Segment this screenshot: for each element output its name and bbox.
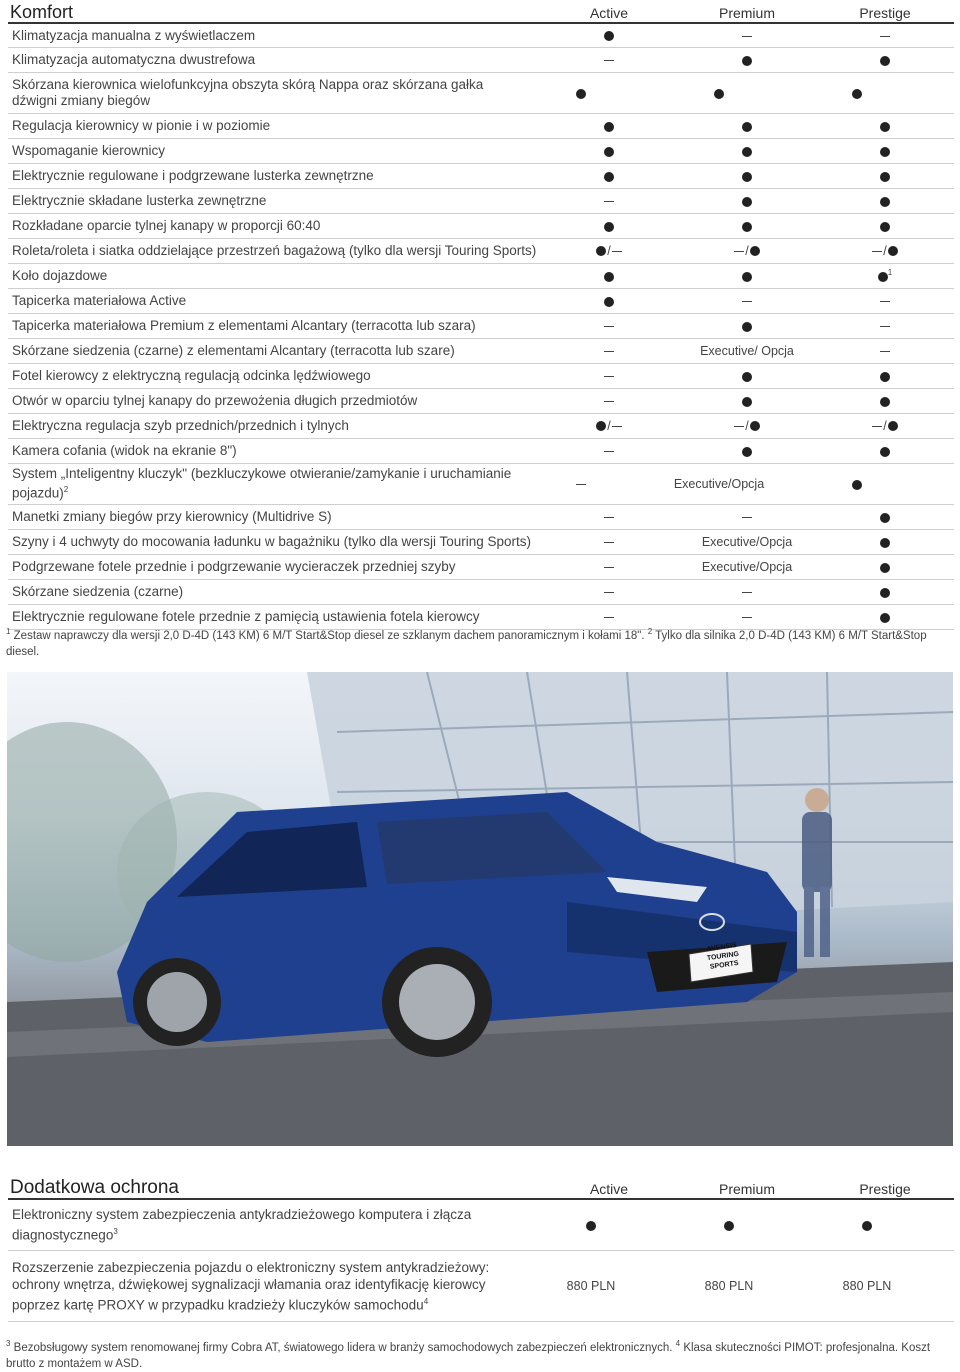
standard-dot-icon (878, 272, 888, 282)
footnote-1: Zestaw naprawczy dla wersji 2,0 D-4D (143 KM) 6 M/T Start&Stop diesel ze szklanym dachem panoramicznym i kołami 18". (13, 629, 645, 642)
footnote-marker: 4 (423, 1296, 429, 1306)
standard-dot-icon (742, 56, 752, 66)
table-row (8, 289, 954, 314)
table-row (8, 339, 954, 364)
footnote-2: Tylko dla silnika 2,0 D-4D (143 KM) 6 M/T Start&Stop diesel. (6, 629, 927, 658)
standard-dot-icon (604, 172, 614, 182)
cell-prestige (816, 119, 954, 133)
cell-prestige (816, 53, 954, 67)
table-row (8, 1251, 954, 1322)
standard-dot-icon (888, 246, 898, 256)
cell-prestige (816, 319, 954, 333)
cell-premium: Executive/Opcja (673, 477, 765, 491)
row-label-text: Tapicerka materiałowa Premium z elementami Alcantary (terracotta lub szara) (12, 318, 476, 333)
cell-premium (678, 444, 816, 458)
row-label (8, 534, 540, 550)
ochrona-rows (8, 1200, 954, 1322)
standard-dot-icon (742, 197, 752, 207)
cell-active (540, 53, 678, 67)
row-label (8, 218, 540, 234)
row-label-text: Skórzane siedzenia (czarne) z elementami Alcantary (terracotta lub szare) (12, 343, 455, 358)
row-label (8, 418, 540, 434)
row-label-text: Roleta/roleta i siatka oddzielające przestrzeń bagażową (tylko dla wersji Touring Sports) (12, 243, 537, 258)
komfort-footnotes (6, 624, 952, 660)
not-available-dash-icon (576, 484, 586, 485)
not-available-dash-icon (604, 517, 614, 518)
footnote-marker: 2 (63, 485, 69, 495)
column-active: Active (589, 1181, 629, 1197)
komfort-table (8, 0, 954, 630)
cell-prestige: 880 PLN (842, 1279, 892, 1293)
standard-dot-icon (586, 1221, 596, 1231)
cell-premium (678, 144, 816, 158)
cell-active (540, 535, 678, 549)
row-label-text: Elektryczna regulacja szyb przednich/przednich i tylnych (12, 418, 349, 433)
car-photo (7, 672, 953, 1146)
table-row (8, 24, 954, 48)
table-row (8, 364, 954, 389)
standard-dot-icon (880, 613, 890, 623)
table-row (8, 114, 954, 139)
cell-active (522, 1218, 660, 1232)
standard-dot-icon (880, 447, 890, 457)
not-available-dash-icon (880, 326, 890, 327)
standard-dot-icon (742, 147, 752, 157)
row-label-text: System „Inteligentny kluczyk" (bezkluczykowe otwieranie/zamykanie i uruchamianie pojazdu) (12, 466, 512, 501)
standard-dot-icon (750, 246, 760, 256)
cell-premium (678, 394, 816, 408)
row-label-text: Tapicerka materiałowa Active (12, 293, 187, 308)
cell-prestige (816, 444, 954, 458)
not-available-dash-icon (612, 426, 622, 427)
standard-dot-icon (852, 89, 862, 99)
cell-active (540, 144, 678, 158)
footnote-4: Klasa skuteczności PIMOT: profesjonalna. Koszt brutto z montażem w ASD. (6, 1341, 931, 1370)
table-row (8, 239, 954, 264)
row-label (8, 466, 512, 502)
standard-dot-icon (880, 197, 890, 207)
table-row (8, 314, 954, 339)
standard-dot-icon (880, 538, 890, 548)
standard-dot-icon (604, 297, 614, 307)
standard-dot-icon (714, 89, 724, 99)
cell-active (540, 169, 678, 183)
standard-dot-icon (604, 222, 614, 232)
komfort-rows (8, 24, 954, 630)
row-label-text: Rozkładane oparcie tylnej kanapy w proporcji 60:40 (12, 218, 321, 233)
footnote-4-marker: 4 (675, 1339, 681, 1348)
ochrona-footnotes (6, 1336, 952, 1372)
column-premium: Premium (718, 1181, 775, 1197)
cell-prestige (798, 1218, 936, 1232)
table-row (8, 164, 954, 189)
cell-premium (678, 369, 816, 383)
row-label-text: Fotel kierowcy z elektryczną regulacją odcinka lędźwiowego (12, 368, 371, 383)
row-label (8, 243, 540, 259)
row-label (8, 443, 540, 459)
row-label-text: Wspomaganie kierownicy (12, 143, 166, 158)
footnote-2-marker: 2 (647, 627, 653, 636)
cell-premium: Executive/Opcja (701, 535, 793, 549)
row-label (8, 318, 540, 334)
cell-active (540, 344, 678, 358)
column-active: Active (589, 5, 629, 21)
not-available-dash-icon (734, 251, 744, 252)
pedestrian (802, 788, 832, 957)
row-label (8, 52, 540, 68)
cell-prestige (816, 294, 954, 308)
cell-active (540, 219, 678, 233)
cell-premium (678, 119, 816, 133)
ochrona-title: Dodatkowa ochrona (10, 1177, 179, 1198)
column-prestige: Prestige (859, 5, 911, 21)
standard-dot-icon (880, 147, 890, 157)
table-row (8, 214, 954, 239)
not-available-dash-icon (604, 592, 614, 593)
column-premium: Premium (718, 5, 775, 21)
row-label (8, 143, 540, 159)
standard-dot-icon (862, 1221, 872, 1231)
cell-premium: 880 PLN (704, 1279, 754, 1293)
standard-dot-icon (742, 397, 752, 407)
not-available-dash-icon (612, 251, 622, 252)
slash-separator: / (745, 244, 749, 259)
not-available-dash-icon (604, 376, 614, 377)
slash-separator: / (745, 419, 749, 434)
cell-active (540, 444, 678, 458)
row-label (8, 368, 540, 384)
row-label (8, 28, 540, 44)
standard-dot-icon (604, 122, 614, 132)
cell-premium (678, 294, 816, 308)
cell-active (540, 244, 678, 259)
row-label (8, 77, 512, 109)
row-label-text: Koło dojazdowe (12, 268, 108, 283)
cell-active (540, 194, 678, 208)
row-label (8, 584, 540, 600)
cell-prestige (816, 29, 954, 43)
not-available-dash-icon (880, 351, 890, 352)
footnote-3: Bezobsługowy system renomowanej firmy Cobra AT, światowego lidera w branży samochodowych zabezpieczeń elektronicznych. (13, 1341, 673, 1354)
cell-active (540, 419, 678, 434)
not-available-dash-icon (734, 426, 744, 427)
not-available-dash-icon (604, 60, 614, 61)
standard-dot-icon (742, 122, 752, 132)
cell-prestige (816, 219, 954, 233)
standard-dot-icon (604, 272, 614, 282)
cell-prestige (816, 268, 954, 283)
row-label-text: Elektrycznie regulowane i podgrzewane lusterka zewnętrzne (12, 168, 374, 183)
row-label-text: Regulacja kierownicy w pionie i w poziomie (12, 118, 271, 133)
footnote-1-marker: 1 (6, 627, 11, 636)
row-label (8, 1206, 522, 1244)
standard-dot-icon (576, 89, 586, 99)
cell-premium (678, 244, 816, 259)
row-label-text: Kamera cofania (widok na ekranie 8") (12, 443, 237, 458)
standard-dot-icon (742, 222, 752, 232)
footnote-3-marker: 3 (6, 1339, 11, 1348)
not-available-dash-icon (604, 351, 614, 352)
cell-active (540, 29, 678, 43)
not-available-dash-icon (742, 301, 752, 302)
standard-dot-icon (880, 588, 890, 598)
cell-prestige (816, 169, 954, 183)
badge-line-1: AVENSIS (706, 942, 738, 954)
standard-dot-icon (724, 1221, 734, 1231)
row-label (8, 168, 540, 184)
slash-separator: / (883, 419, 887, 434)
not-available-dash-icon (604, 567, 614, 568)
slash-separator: / (883, 244, 887, 259)
row-label-text: Skórzane siedzenia (czarne) (12, 584, 184, 599)
cell-premium (678, 169, 816, 183)
not-available-dash-icon (604, 617, 614, 618)
row-label-text: Rozszerzenie zabezpieczenia pojazdu o elektroniczny system antykradzieżowy: ochrony wnętrza, dźwiękowej sygnalizacji włamania oraz identyfikację kierowcy poprzez kartę PROXY w przypadku kradzieży kluczyków samochodu (12, 1259, 490, 1313)
table-row (8, 48, 954, 73)
row-label-text: Elektroniczny system zabezpieczenia antykradzieżowego komputera i złącza diagnostycznego (12, 1207, 472, 1243)
not-available-dash-icon (742, 592, 752, 593)
standard-dot-icon (880, 172, 890, 182)
standard-dot-icon (880, 56, 890, 66)
cell-active (540, 319, 678, 333)
standard-dot-icon (880, 222, 890, 232)
not-available-dash-icon (872, 251, 882, 252)
badge-line-2: TOURING SPORTS (706, 950, 740, 971)
standard-dot-icon (742, 447, 752, 457)
standard-dot-icon (742, 172, 752, 182)
cell-prestige (816, 369, 954, 383)
cell-premium (678, 53, 816, 67)
row-label-text: Manetki zmiany biegów przy kierownicy (Multidrive S) (12, 509, 332, 524)
table-row (8, 139, 954, 164)
standard-dot-icon (604, 31, 614, 41)
not-available-dash-icon (604, 326, 614, 327)
cell-premium (678, 585, 816, 599)
cell-active (540, 610, 678, 624)
row-label (8, 393, 540, 409)
cell-active (540, 269, 678, 283)
table-row (8, 189, 954, 214)
cell-prestige (816, 394, 954, 408)
cell-active (540, 294, 678, 308)
komfort-title: Komfort (10, 2, 74, 22)
row-label (8, 193, 540, 209)
cell-prestige (816, 610, 954, 624)
cell-active (540, 369, 678, 383)
row-label-text: Klimatyzacja automatyczna dwustrefowa (12, 52, 256, 67)
ochrona-table (8, 1176, 954, 1322)
cell-premium (650, 86, 788, 100)
standard-dot-icon (596, 246, 606, 256)
not-available-dash-icon (604, 201, 614, 202)
cell-active (540, 585, 678, 599)
not-available-dash-icon (742, 617, 752, 618)
not-available-dash-icon (604, 542, 614, 543)
cell-premium (678, 419, 816, 434)
standard-dot-icon (742, 272, 752, 282)
standard-dot-icon (880, 372, 890, 382)
row-label (8, 343, 540, 359)
table-row (8, 264, 954, 289)
footnote-marker: 3 (113, 1227, 118, 1237)
standard-dot-icon (750, 421, 760, 431)
table-row (8, 555, 954, 580)
cell-premium (678, 269, 816, 283)
cell-prestige (816, 419, 954, 434)
row-label (8, 509, 540, 525)
row-label-text: Elektrycznie składane lusterka zewnętrzne (12, 193, 267, 208)
standard-dot-icon (880, 122, 890, 132)
not-available-dash-icon (880, 301, 890, 302)
row-label (8, 559, 540, 575)
table-row (8, 1200, 954, 1251)
not-available-dash-icon (880, 36, 890, 37)
cell-prestige (816, 244, 954, 259)
slash-separator: / (607, 244, 611, 259)
cell-active: 880 PLN (566, 1279, 616, 1293)
cell-premium (678, 610, 816, 624)
not-available-dash-icon (742, 517, 752, 518)
table-row (8, 73, 954, 114)
footnote-marker: 1 (887, 268, 893, 278)
cell-premium (678, 510, 816, 524)
cell-prestige (788, 86, 926, 100)
cell-prestige (788, 477, 926, 491)
standard-dot-icon (888, 421, 898, 431)
row-label-text: Podgrzewane fotele przednie i podgrzewanie wycieraczek przedniej szyby (12, 559, 456, 574)
cell-active (540, 119, 678, 133)
not-available-dash-icon (742, 36, 752, 37)
car-illustration (7, 672, 953, 1146)
cell-premium (660, 1218, 798, 1232)
cell-prestige (816, 344, 954, 358)
standard-dot-icon (742, 372, 752, 382)
cell-premium (678, 194, 816, 208)
row-label-text: Skórzana kierownica wielofunkcyjna obszyta skórą Nappa oraz skórzana gałka dźwigni zmiany biegów (12, 77, 484, 108)
ochrona-header (8, 1176, 954, 1200)
standard-dot-icon (742, 322, 752, 332)
standard-dot-icon (596, 421, 606, 431)
table-row (8, 530, 954, 555)
cell-premium (678, 219, 816, 233)
row-label (8, 293, 540, 309)
row-label (8, 268, 540, 284)
table-row (8, 464, 954, 505)
row-label (8, 118, 540, 134)
table-row (8, 389, 954, 414)
cell-prestige (816, 510, 954, 524)
table-row (8, 439, 954, 464)
cell-active (540, 394, 678, 408)
cell-active (540, 510, 678, 524)
standard-dot-icon (880, 563, 890, 573)
cell-premium: Executive/Opcja (701, 560, 793, 574)
komfort-header (8, 0, 954, 24)
cell-active (540, 560, 678, 574)
cell-prestige (816, 560, 954, 574)
table-row (8, 580, 954, 605)
row-label-text: Otwór w oparciu tylnej kanapy do przewożenia długich przedmiotów (12, 393, 418, 408)
row-label-text: Klimatyzacja manualna z wyświetlaczem (12, 27, 256, 43)
row-label (8, 1259, 522, 1314)
not-available-dash-icon (872, 426, 882, 427)
cell-active (512, 86, 650, 100)
table-row (8, 414, 954, 439)
slash-separator: / (607, 419, 611, 434)
standard-dot-icon (852, 480, 862, 490)
cell-premium (678, 29, 816, 43)
cell-prestige (816, 144, 954, 158)
row-label-text: Szyny i 4 uchwyty do mocowania ładunku w bagażniku (tylko dla wersji Touring Sports) (12, 534, 531, 549)
column-prestige: Prestige (859, 1181, 911, 1197)
table-row (8, 505, 954, 530)
cell-prestige (816, 585, 954, 599)
standard-dot-icon (880, 397, 890, 407)
row-label (8, 609, 540, 625)
not-available-dash-icon (604, 401, 614, 402)
cell-premium: Executive/ Opcja (700, 344, 794, 358)
row-label-text: Elektrycznie regulowane fotele przednie z pamięcią ustawienia fotela kierowcy (12, 609, 480, 624)
cell-active (512, 477, 650, 491)
standard-dot-icon (604, 147, 614, 157)
cell-premium (678, 319, 816, 333)
standard-dot-icon (880, 513, 890, 523)
cell-prestige (816, 194, 954, 208)
cell-prestige (816, 535, 954, 549)
not-available-dash-icon (604, 451, 614, 452)
